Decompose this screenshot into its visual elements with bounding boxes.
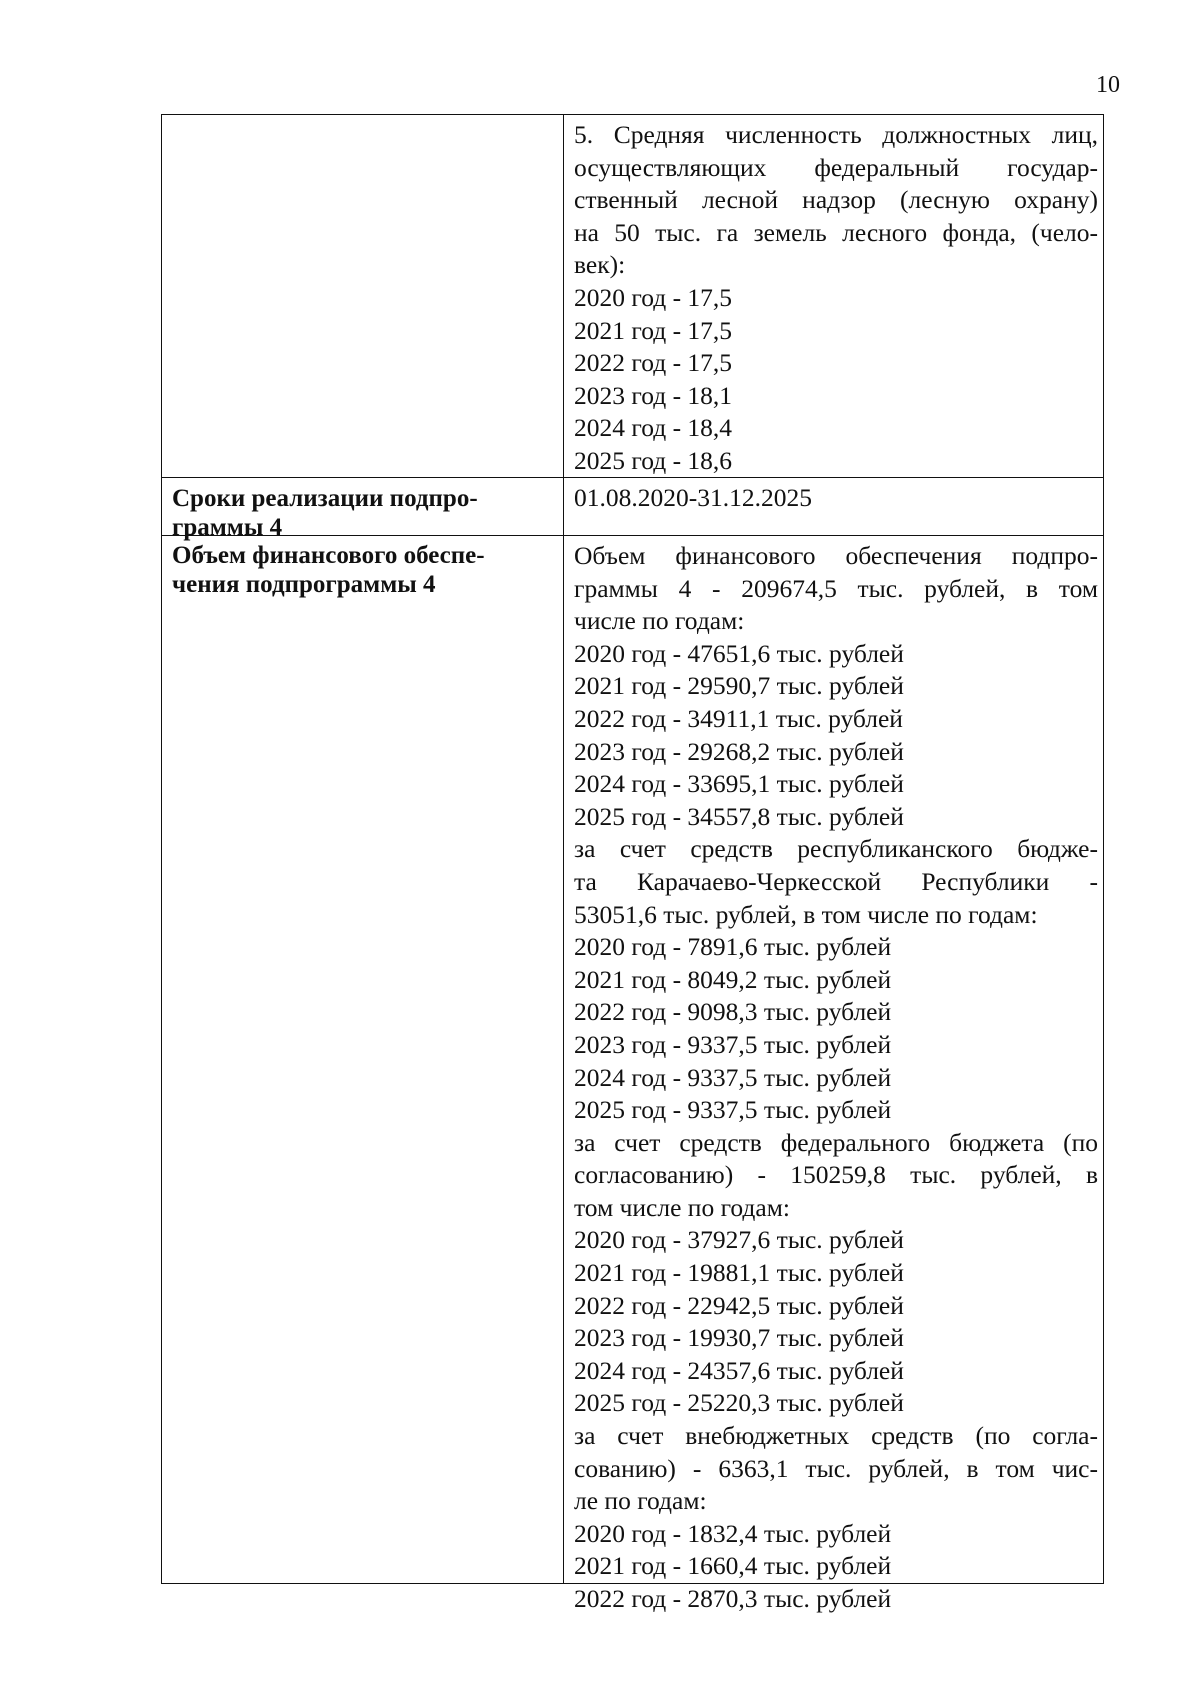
funding-total-year: 2023 год - 29268,2 тыс. рублей bbox=[574, 736, 904, 766]
funding-total-year: 2021 год - 29590,7 тыс. рублей bbox=[574, 671, 904, 701]
funding-extrabudget-line: ле по годам: bbox=[574, 1486, 707, 1516]
indicator-value: 2025 год - 18,6 bbox=[574, 445, 733, 475]
funding-extrabudget-year: 2020 год - 1832,4 тыс. рублей bbox=[574, 1518, 892, 1548]
term-label-line: граммы 4 bbox=[172, 514, 283, 541]
funding-regional-line: за счет средств республиканского бюдже- bbox=[574, 834, 1098, 864]
indicator-line: на 50 тыс. га земель лесного фонда, (чело- bbox=[574, 217, 1098, 247]
indicator-value: 2021 год - 17,5 bbox=[574, 315, 733, 345]
funding-federal-year: 2021 год - 19881,1 тыс. рублей bbox=[574, 1258, 904, 1288]
funding-regional-line: 53051,6 тыс. рублей, в том числе по годам: bbox=[574, 899, 1038, 929]
funding-label bbox=[172, 541, 547, 599]
funding-federal-year: 2020 год - 37927,6 тыс. рублей bbox=[574, 1225, 904, 1255]
funding-federal-line: согласованию) - 150259,8 тыс. рублей, в bbox=[574, 1160, 1098, 1190]
funding-label-line: Объем финансового обеспе- bbox=[172, 542, 485, 569]
funding-total-line: Объем финансового обеспечения подпро- bbox=[574, 541, 1098, 570]
funding-total-year: 2024 год - 33695,1 тыс. рублей bbox=[574, 769, 904, 799]
passport-table bbox=[161, 114, 1104, 1613]
funding-federal-year: 2024 год - 24357,6 тыс. рублей bbox=[574, 1355, 904, 1385]
indicator-cell bbox=[574, 119, 1098, 478]
funding-extrabudget-year: 2021 год - 1660,4 тыс. рублей bbox=[574, 1551, 892, 1581]
funding-total-line: числе по годам: bbox=[574, 606, 745, 636]
funding-cell bbox=[574, 540, 1098, 1616]
funding-extrabudget-line: сованию) - 6363,1 тыс. рублей, в том чис- bbox=[574, 1453, 1098, 1483]
funding-regional-year: 2020 год - 7891,6 тыс. рублей bbox=[574, 932, 892, 962]
term-value-text: 01.08.2020-31.12.2025 bbox=[574, 483, 812, 512]
funding-extrabudget-year: 2022 год - 2870,3 тыс. рублей bbox=[574, 1584, 892, 1613]
funding-total-year: 2025 год - 34557,8 тыс. рублей bbox=[574, 801, 904, 831]
term-label bbox=[172, 484, 547, 542]
term-value bbox=[574, 482, 1098, 515]
table-row-term bbox=[162, 478, 1103, 541]
funding-regional-year: 2025 год - 9337,5 тыс. рублей bbox=[574, 1095, 892, 1125]
indicator-value: 2024 год - 18,4 bbox=[574, 413, 733, 443]
funding-regional-year: 2022 год - 9098,3 тыс. рублей bbox=[574, 997, 892, 1027]
indicator-value: 2020 год - 17,5 bbox=[574, 282, 733, 312]
funding-regional-line: та Карачаево-Черкесской Республики - bbox=[574, 866, 1098, 896]
page-number: 10 bbox=[1096, 72, 1120, 98]
indicator-value: 2022 год - 17,5 bbox=[574, 348, 733, 378]
indicator-value: 2023 год - 18,1 bbox=[574, 380, 733, 410]
term-label-line: Сроки реализации подпро- bbox=[172, 485, 478, 512]
funding-total-line: граммы 4 - 209674,5 тыс. рублей, в том bbox=[574, 573, 1098, 603]
funding-extrabudget-line: за счет внебюджетных средств (по согла- bbox=[574, 1421, 1098, 1451]
funding-label-line: чения подпрограммы 4 bbox=[172, 571, 436, 598]
indicator-line: осуществляющих федеральный государ- bbox=[574, 152, 1098, 182]
funding-federal-year: 2025 год - 25220,3 тыс. рублей bbox=[574, 1388, 904, 1418]
indicator-line: ственный лесной надзор (лесную охрану) bbox=[574, 185, 1098, 215]
indicator-line: 5. Средняя численность должностных лиц, bbox=[574, 120, 1098, 149]
indicator-line: век): bbox=[574, 250, 626, 280]
funding-federal-line: за счет средств федерального бюджета (по bbox=[574, 1127, 1098, 1157]
funding-regional-year: 2023 год - 9337,5 тыс. рублей bbox=[574, 1029, 892, 1059]
funding-federal-year: 2022 год - 22942,5 тыс. рублей bbox=[574, 1290, 904, 1320]
table-row-indicator bbox=[162, 115, 1103, 478]
funding-total-year: 2020 год - 47651,6 тыс. рублей bbox=[574, 638, 904, 668]
funding-total-year: 2022 год - 34911,1 тыс. рублей bbox=[574, 703, 903, 733]
funding-federal-year: 2023 год - 19930,7 тыс. рублей bbox=[574, 1323, 904, 1353]
funding-regional-year: 2024 год - 9337,5 тыс. рублей bbox=[574, 1062, 892, 1092]
table-row-funding bbox=[162, 536, 1103, 1613]
funding-regional-year: 2021 год - 8049,2 тыс. рублей bbox=[574, 964, 892, 994]
funding-federal-line: том числе по годам: bbox=[574, 1192, 790, 1222]
